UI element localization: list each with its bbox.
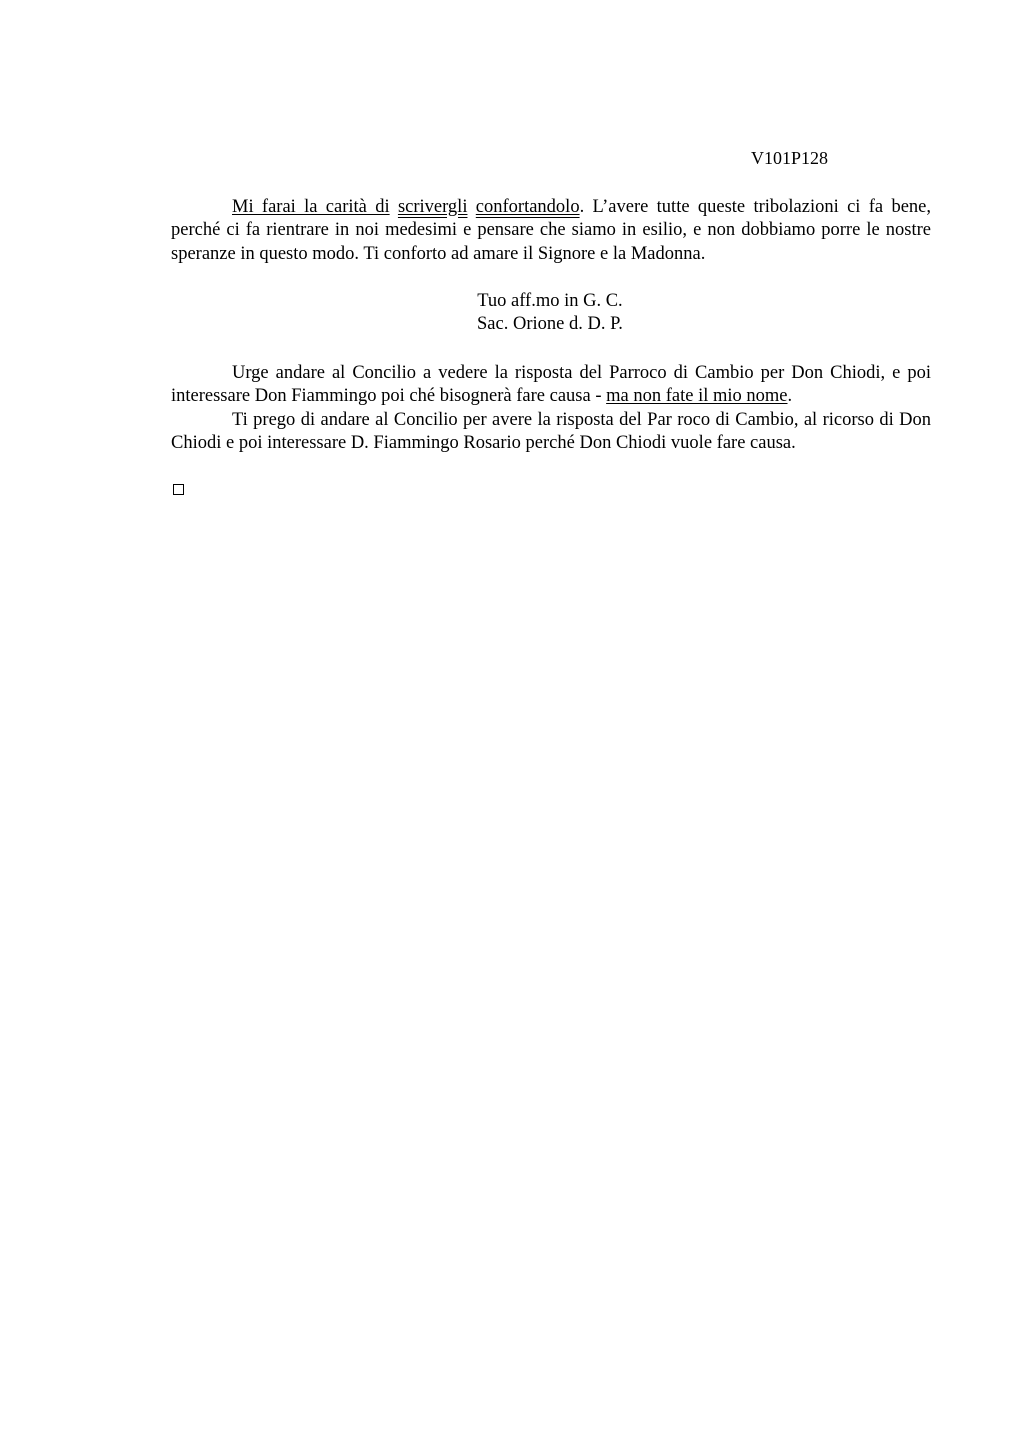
paragraph-3: Ti prego di andare al Concilio per avere la risposta del Par roco di Cambio, al ricorso di Don Chiodi e poi interessare D. Fiammingo Rosario perché Don Chiodi vuole fare causa. bbox=[171, 409, 931, 454]
underlined-phrase-double: scrivergli bbox=[397, 197, 468, 217]
closing-signature bbox=[477, 290, 623, 337]
text-space bbox=[467, 197, 475, 217]
paragraph-1 bbox=[171, 196, 931, 266]
end-square-symbol bbox=[173, 484, 184, 495]
closing-line-1: Tuo aff.mo in G. C. bbox=[477, 291, 623, 311]
underlined-phrase-single: Mi farai la carità di bbox=[232, 197, 390, 217]
paragraph-1-rest: . L’avere tutte queste tribolazioni ci fa bene, perché ci fa rientrare in noi medesimi e pensare che siamo in esilio, e non dobbiamo porre le nostre speranze in questo modo. Ti conforto ad amare il Signore e la Madonna. bbox=[171, 197, 931, 264]
underlined-phrase-double: confortandolo bbox=[475, 197, 580, 217]
paragraph-2 bbox=[171, 362, 931, 409]
postscript bbox=[171, 362, 931, 456]
underlined-phrase-single: ma non fate il mio nome bbox=[606, 386, 788, 407]
text-space bbox=[390, 197, 398, 217]
document-reference: V101P128 bbox=[751, 148, 829, 168]
paragraph-2-text: Urge andare al Concilio a vedere la risposta del Parroco di Cambio per Don Chiodi, e poi interessare Don Fiammingo poi ché bisognerà fare causa - bbox=[171, 363, 931, 407]
paragraph-2-end: . bbox=[787, 386, 793, 407]
closing-line-2: Sac. Orione d. D. P. bbox=[477, 314, 623, 335]
paragraph-letter-body bbox=[171, 196, 931, 266]
